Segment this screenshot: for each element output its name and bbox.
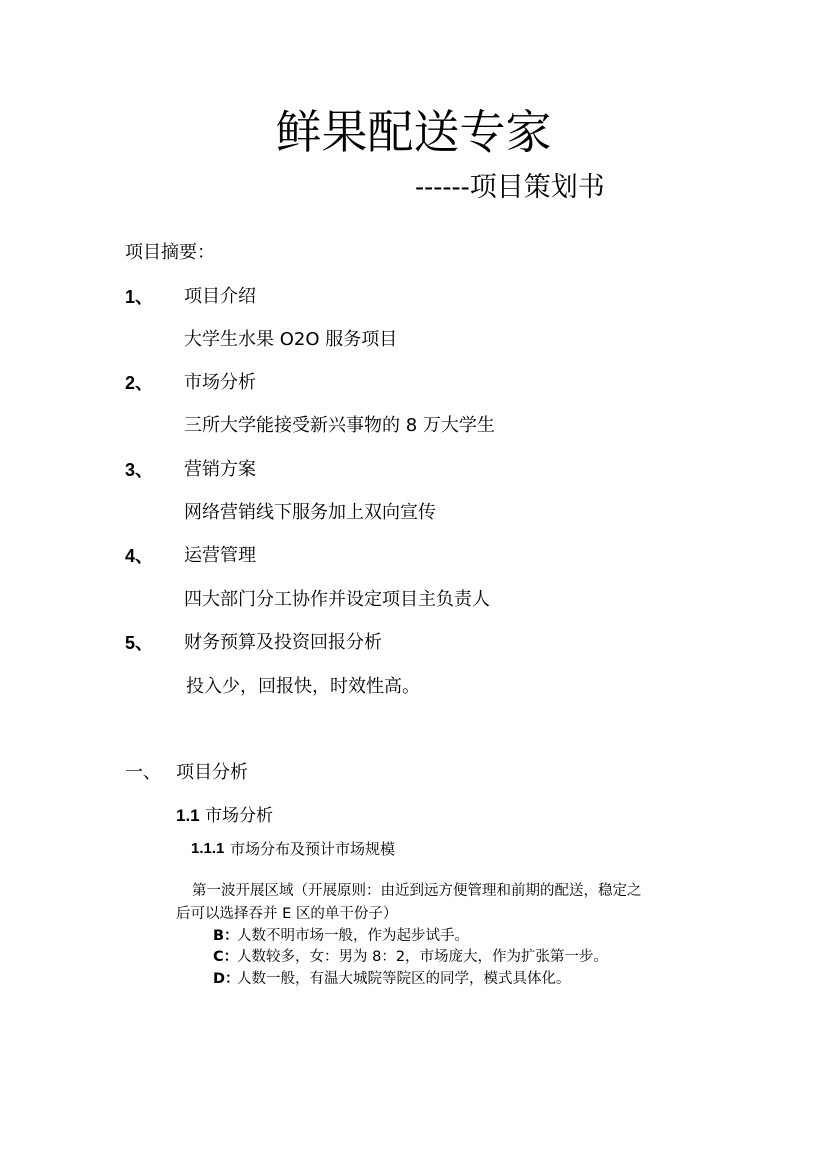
bullet-letter: D：	[213, 971, 240, 987]
summary-item-number: 3、	[125, 460, 154, 480]
summary-item-label: 运营管理	[184, 545, 256, 566]
subsubsection-number: 1.1.1	[191, 840, 225, 857]
summary-item-label: 营销方案	[184, 459, 256, 480]
summary-item-description: 大学生水果 O2O 服务项目	[184, 329, 398, 350]
summary-item-label: 市场分析	[184, 372, 256, 393]
bullet-letter: C：	[213, 949, 239, 965]
summary-item-number: 2、	[125, 373, 154, 393]
subsection-heading: 市场分析	[205, 806, 273, 826]
section-number: 一、	[125, 762, 161, 783]
paragraph-line: 后可以选择吞并 E 区的单干份子）	[176, 906, 398, 922]
paragraph-line: 第一波开展区域（开展原则：由近到远方便管理和前期的配送，稳定之	[192, 883, 642, 899]
bullet-text: 人数不明市场一般，作为起步试手。	[237, 928, 469, 944]
summary-item-description: 四大部门分工协作并设定项目主负责人	[184, 589, 490, 610]
summary-heading: 项目摘要：	[125, 242, 215, 263]
bullet-text: 人数较多，女：男为 8：2，市场庞大，作为扩张第一步。	[237, 949, 609, 965]
summary-item-label: 项目介绍	[184, 286, 256, 307]
document-title: 鲜果配送专家	[275, 105, 552, 159]
summary-item-description: 网络营销线下服务加上双向宣传	[184, 502, 436, 523]
section-heading: 项目分析	[176, 762, 248, 783]
bullet-text: 人数一般，有温大城院等院区的同学，模式具体化。	[237, 971, 571, 987]
summary-item-description: 三所大学能接受新兴事物的 8 万大学生	[184, 415, 495, 436]
document-subtitle: ------项目策划书	[415, 172, 605, 203]
summary-item-label: 财务预算及投资回报分析	[184, 632, 382, 653]
subsection-number: 1.1	[176, 806, 200, 825]
summary-item-number: 5、	[125, 633, 154, 653]
subsubsection-heading: 市场分布及预计市场规模	[230, 840, 396, 858]
bullet-letter: B：	[213, 928, 239, 944]
summary-item-number: 1、	[125, 287, 154, 307]
summary-item-number: 4、	[125, 546, 154, 566]
summary-item-description: 投入少，回报快，时效性高。	[186, 676, 420, 697]
